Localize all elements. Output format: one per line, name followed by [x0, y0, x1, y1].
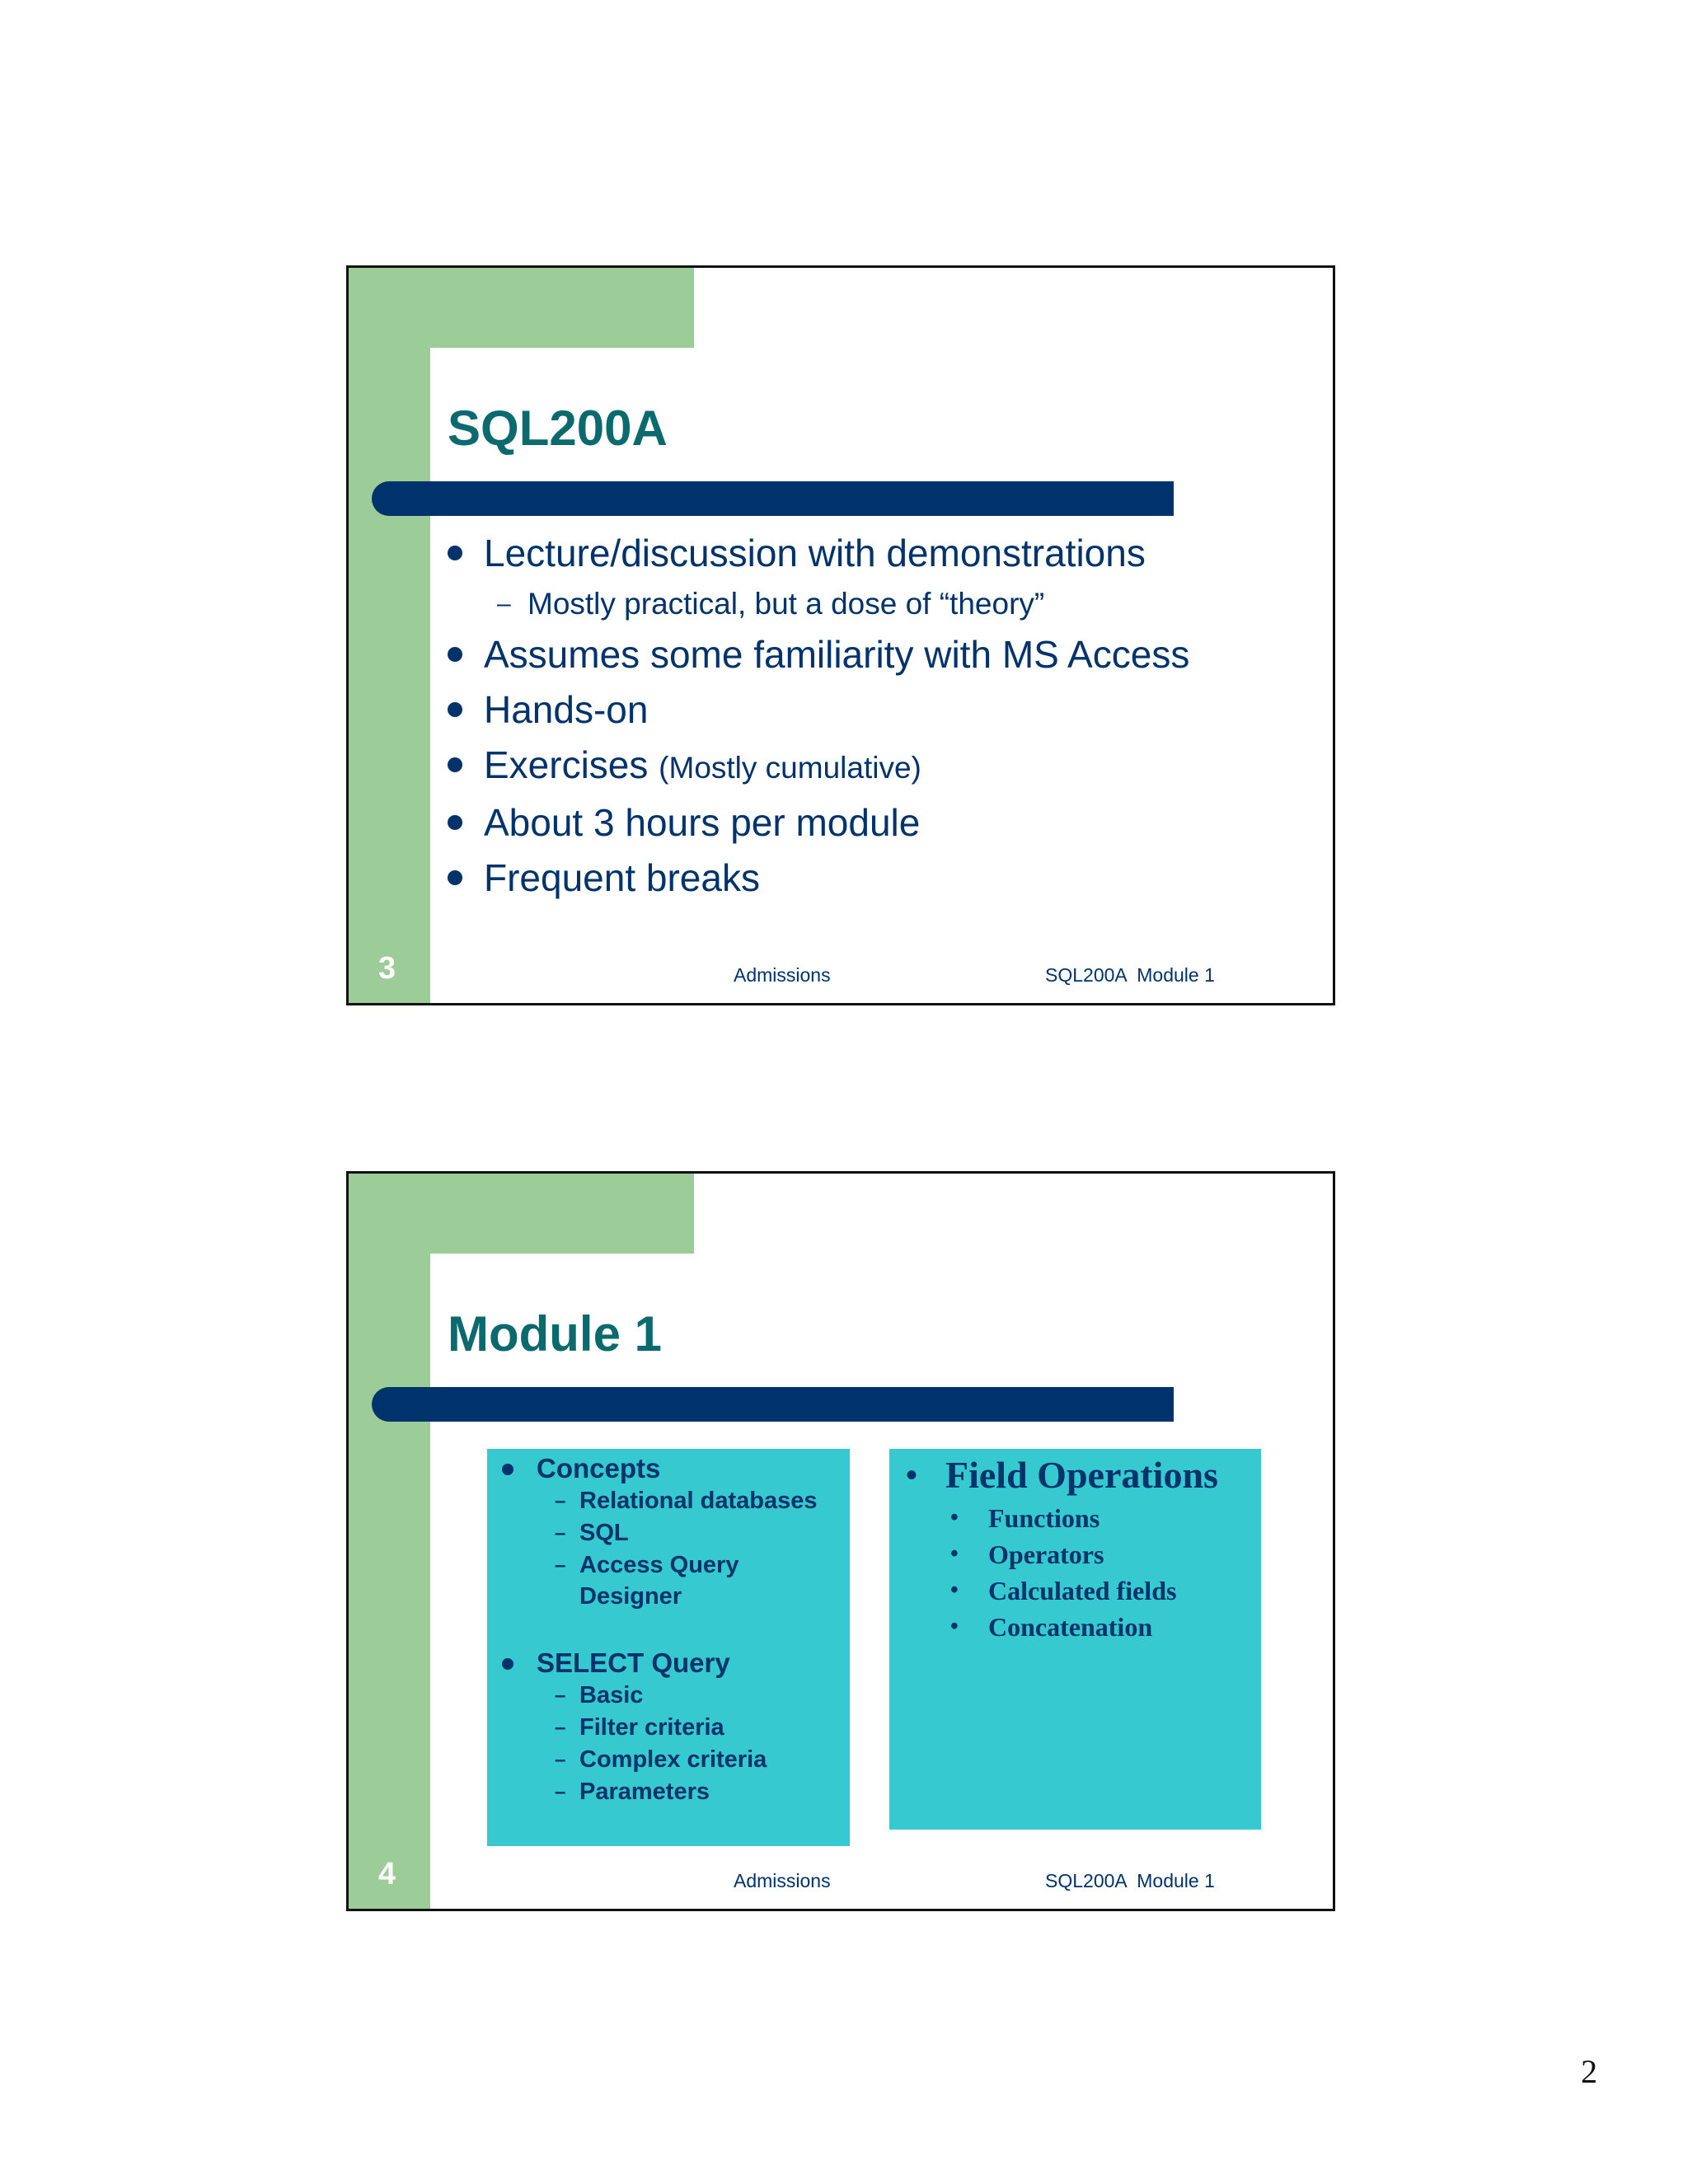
sub-bullet-item: – Mostly practical, but a dose of “theory”: [448, 581, 1189, 627]
bullet-dot-icon: [502, 1464, 513, 1475]
list-item: • Calculated fields: [898, 1572, 1218, 1609]
dash-icon: –: [555, 1554, 566, 1577]
list-item: – Parameters: [499, 1776, 818, 1808]
list-item: – Complex criteria: [499, 1744, 818, 1776]
bullet-item: Exercises (Mostly cumulative): [448, 738, 1189, 795]
page-number: 2: [1581, 2053, 1597, 2090]
dash-icon: –: [555, 1717, 566, 1739]
concepts-box: [487, 1449, 850, 1846]
list-item: • Field Operations: [898, 1451, 1218, 1500]
list-item: • Concatenation: [898, 1609, 1218, 1645]
bullet-dot-icon: [448, 546, 462, 560]
footer-center: Admissions: [734, 964, 831, 986]
field-operations-box: [889, 1449, 1261, 1830]
list-item: Concepts: [499, 1452, 818, 1485]
dash-icon: –: [497, 590, 511, 617]
footer-center: Admissions: [734, 1870, 831, 1891]
bullet-dot-icon: [448, 702, 462, 717]
concepts-list: [499, 1452, 818, 1808]
bullet-dot-icon: [448, 757, 462, 772]
title-rule: [372, 1387, 1174, 1422]
list-item: – Access Query: [499, 1549, 818, 1582]
list-item: SELECT Query: [499, 1647, 818, 1680]
list-item: – Filter criteria: [499, 1712, 818, 1744]
dash-icon: –: [555, 1522, 566, 1544]
bullet-item: Hands-on: [448, 682, 1189, 738]
dash-icon: –: [555, 1490, 566, 1512]
field-operations-list: [898, 1451, 1218, 1645]
green-side-bar: [349, 268, 430, 1003]
slide-title: Module 1: [448, 1306, 663, 1361]
bullet-item: Frequent breaks: [448, 851, 1189, 906]
list-item: Designer: [579, 1583, 682, 1610]
bullet-note: (Mostly cumulative): [659, 751, 921, 785]
bullet-dot-icon: •: [906, 1456, 918, 1493]
slide-number: 3: [378, 951, 396, 986]
bullet-dot-icon: •: [950, 1577, 959, 1603]
bullet-item: About 3 hours per module: [448, 795, 1189, 851]
list-item: • Functions: [898, 1500, 1218, 1536]
bullet-item: Lecture/discussion with demonstrations: [448, 526, 1189, 581]
green-top-block: [349, 1174, 694, 1254]
dash-icon: –: [555, 1749, 566, 1771]
title-rule: [372, 481, 1174, 516]
slide-3: [346, 265, 1335, 1005]
list-item: – Basic: [499, 1680, 818, 1712]
slide-4: [346, 1171, 1335, 1911]
bullet-dot-icon: [448, 815, 462, 830]
slide-number: 4: [378, 1857, 396, 1891]
bullet-dot-icon: •: [950, 1614, 959, 1639]
dash-icon: –: [555, 1685, 566, 1707]
green-top-block: [349, 268, 694, 348]
slide-title: SQL200A: [448, 401, 668, 456]
dash-icon: –: [555, 1781, 566, 1803]
list-item: – Relational databases: [499, 1485, 818, 1517]
list-item: • Operators: [898, 1536, 1218, 1572]
bullet-dot-icon: •: [950, 1541, 959, 1567]
bullet-dot-icon: [502, 1658, 513, 1670]
green-side-bar: [349, 1174, 430, 1909]
bullet-dot-icon: [448, 870, 462, 885]
footer-right: SQL200A Module 1: [1045, 1870, 1215, 1891]
bullet-dot-icon: [448, 647, 462, 662]
bullet-dot-icon: •: [950, 1505, 959, 1530]
bullet-list: [448, 526, 1189, 906]
bullet-item: Assumes some familiarity with MS Access: [448, 627, 1189, 682]
footer-right: SQL200A Module 1: [1045, 964, 1215, 986]
list-item: – SQL: [499, 1517, 818, 1549]
